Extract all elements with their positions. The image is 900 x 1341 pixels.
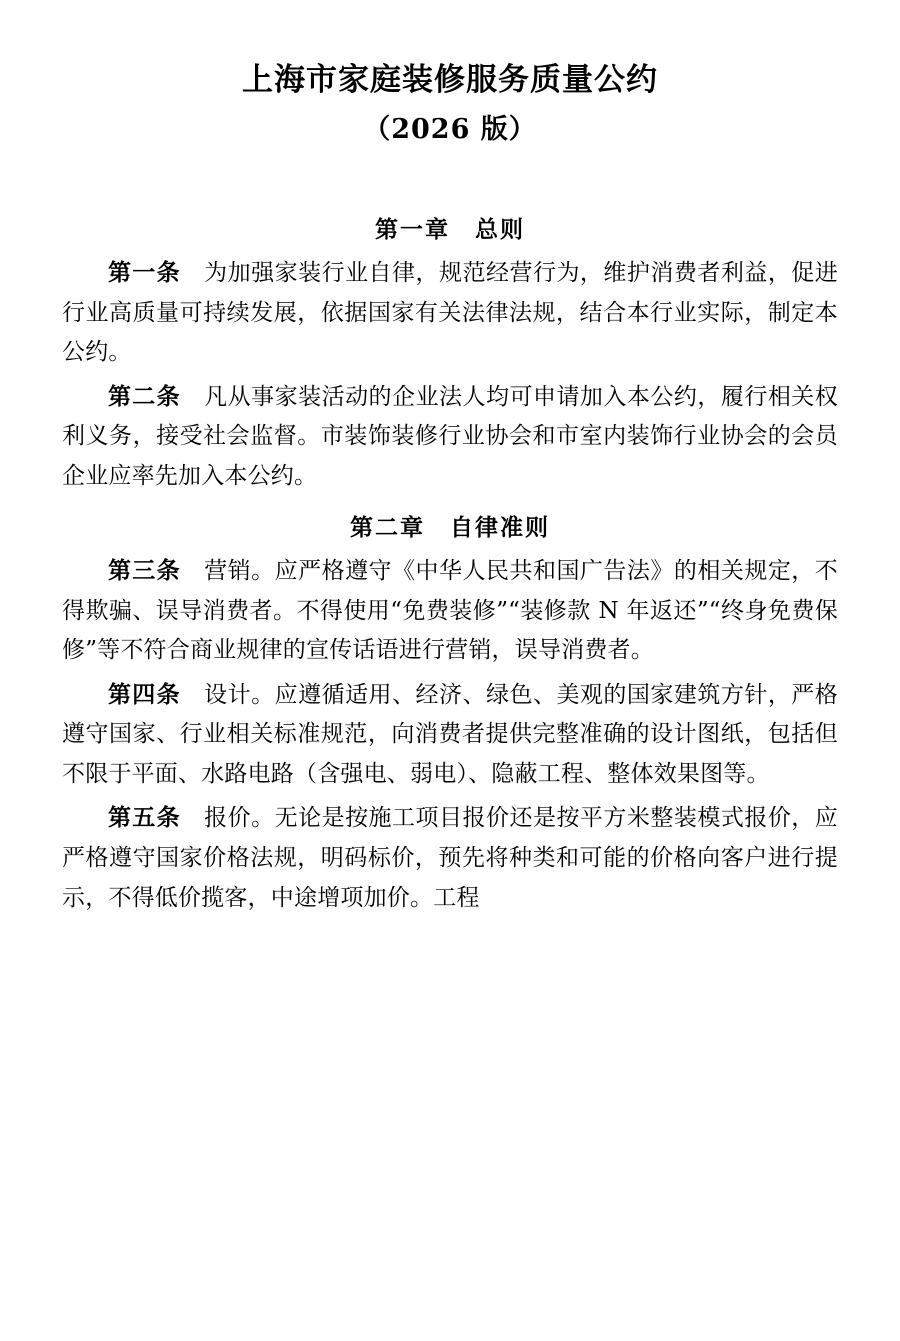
article-paragraph-1 (62, 253, 838, 373)
article-label-5: 第五条 (108, 804, 181, 832)
page-title: 上海市家庭装修服务质量公约 (242, 62, 658, 98)
article-text-1: 为加强家装行业自律，规范经营行为，维护消费者利益，促进行业高质量可持续发展，依据国家有关法律法规，结合本行业实际，制定本公约。 (62, 260, 838, 366)
article-paragraph-5 (62, 798, 838, 918)
article-text-4: 设计。应遵循适用、经济、绿色、美观的国家建筑方针，严格遵守国家、行业相关标准规范，向消费者提供完整准确的设计图纸，包括但不限于平面、水路电路（含强电、弱电）、隐蔽工程、整体效果图等。 (62, 681, 838, 787)
article-label-2: 第二条 (108, 382, 181, 410)
article-text-3: 营销。应严格遵守《中华人民共和国广告法》的相关规定，不得欺骗、误导消费者。不得使用“免费装修”“装修款 N 年返还”“终身免费保修”等不符合商业规律的宣传话语进行营销，误导消费者。 (62, 558, 838, 664)
article-text-5: 报价。无论是按施工项目报价还是按平方米整装模式报价，应严格遵守国家价格法规，明码标价，预先将种类和可能的价格向客户进行提示，不得低价揽客，中途增项加价。工程 (62, 805, 838, 911)
article-label-1: 第一条 (108, 259, 181, 287)
article-label-4: 第四条 (108, 680, 181, 708)
article-paragraph-4 (62, 675, 838, 795)
chapter-heading-1: 第一章 总则 (375, 216, 525, 244)
chapter-heading-2: 第二章 自律准则 (350, 514, 550, 542)
article-label-3: 第三条 (108, 557, 181, 585)
article-paragraph-3 (62, 551, 838, 671)
article-paragraph-2 (62, 377, 838, 497)
article-text-2: 凡从事家装活动的企业法人均可申请加入本公约，履行相关权利义务，接受社会监督。市装饰装修行业协会和市室内装饰行业协会的会员企业应率先加入本公约。 (62, 383, 838, 489)
page-subtitle: （2026 版） (363, 113, 537, 145)
